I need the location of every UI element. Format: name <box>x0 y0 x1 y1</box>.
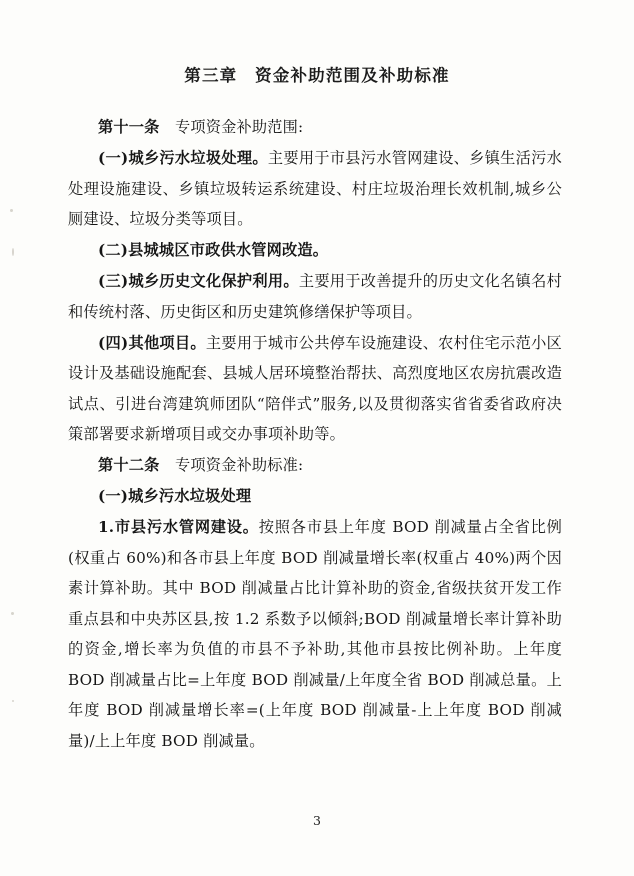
scan-artifact <box>10 209 13 212</box>
scan-artifact <box>11 612 14 615</box>
paragraph-article-11-heading <box>68 112 562 143</box>
paragraph-standard-1-heading <box>68 481 562 512</box>
paragraph-item-2-county-water-supply <box>68 235 562 266</box>
run-normal: 按照各市县上年度 BOD 削减量占全省比例(权重占 60%)和各市县上年度 BOD 削减量增长率(权重占 40%)两个因素计算补助。其中 BOD 削减量占比计算补助的资金,省级扶贫开发工作重点县和中央苏区县,按 1.2 系数予以倾斜;BOD 削减量增长率计算补助的资金,增长率为负值的市县不予补助,其他市县按比例补助。上年度 BOD 削减量占比=上年度 BOD 削减量/上年度全省 BOD 削减总量。上年度 BOD 削减量增长率=(上年度 BOD 削减量-上上年度 BOD 削减量)/上上年度 BOD 削减量。 <box>68 518 562 750</box>
paragraph-item-1-urban-rural-sewage <box>68 143 562 235</box>
paragraph-item-3-historic-culture <box>68 266 562 327</box>
paragraph-standard-1-1-pipe-network <box>68 512 562 756</box>
scan-artifact <box>12 248 14 256</box>
document-body <box>0 112 634 756</box>
run-normal: 主要用于改善提升的历史文化名镇名村和传统村落、历史街区和历史建筑修缮保护等项目。 <box>68 272 563 321</box>
chapter-title: 第三章 资金补助范围及补助标准 <box>184 66 450 85</box>
run-normal: 专项资金补助标准: <box>159 456 304 474</box>
scan-artifact <box>12 700 14 702</box>
page-number: 3 <box>313 813 321 828</box>
run-bold: 1.市县污水管网建设。 <box>98 518 259 536</box>
run-bold: 第十二条 <box>98 456 160 474</box>
paragraph-item-4-other-projects <box>68 328 562 450</box>
run-bold: (一)城乡污水垃圾处理 <box>98 487 252 505</box>
run-normal: 主要用于城市公共停车设施建设、农村住宅示范小区设计及基础设施配套、县城人居环境整治帮扶、高烈度地区农房抗震改造试点、引进台湾建筑师团队“陪伴式”服务,以及贯彻落实省省委省政府决策部署要求新增项目或交办事项补助等。 <box>68 333 562 443</box>
paragraph-article-12-heading <box>68 450 562 481</box>
run-normal: 主要用于市县污水管网建设、乡镇生活污水处理设施建设、乡镇垃圾转运系统建设、村庄垃圾治理长效机制,城乡公厕建设、垃圾分类等项目。 <box>68 149 562 228</box>
run-bold: (四)其他项目。 <box>98 333 206 352</box>
run-normal: 专项资金补助范围: <box>159 118 304 136</box>
run-bold: (二)县城城区市政供水管网改造。 <box>98 241 329 259</box>
run-bold: 第十一条 <box>98 118 160 136</box>
run-bold: (一)城乡污水垃圾处理。 <box>98 149 268 167</box>
run-bold: (三)城乡历史文化保护利用。 <box>98 272 299 290</box>
